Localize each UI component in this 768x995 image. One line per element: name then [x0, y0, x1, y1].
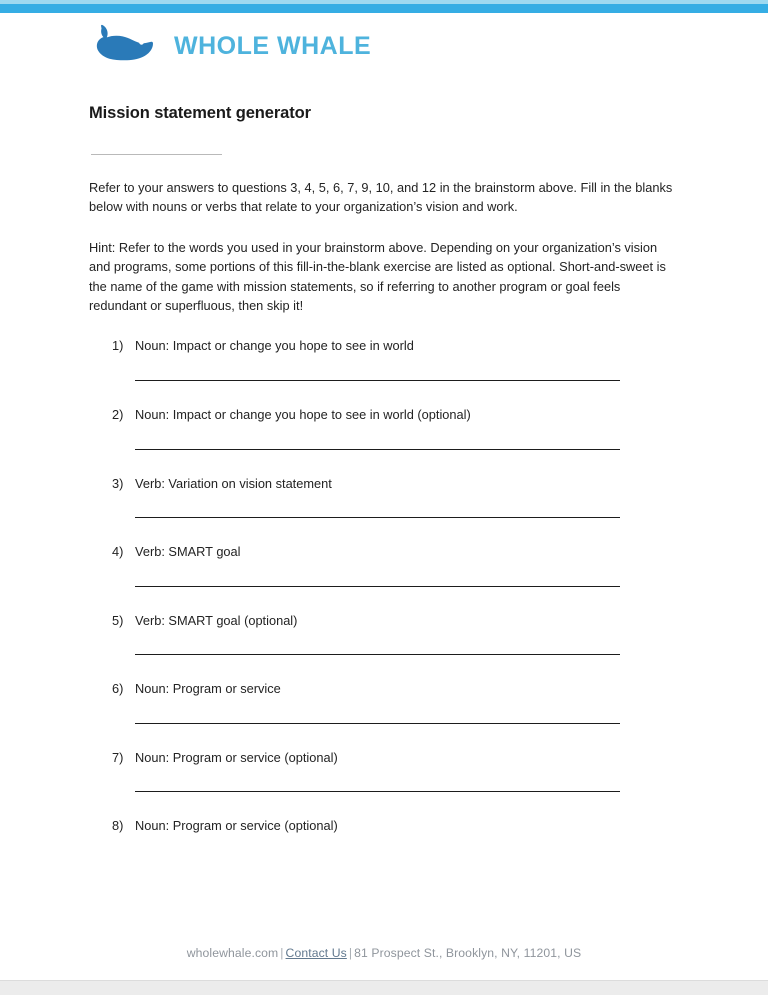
- fill-in-the-blank-list: [89, 337, 679, 835]
- footer-site: wholewhale.com: [186, 946, 279, 960]
- list-item-label: Verb: Variation on vision statement: [135, 475, 332, 491]
- list-item-number: 8): [112, 818, 124, 834]
- document-body: [89, 104, 679, 836]
- list-item-label: Noun: Program or service: [135, 681, 281, 697]
- list-item-number: 4): [112, 544, 124, 560]
- list-item: [89, 817, 679, 836]
- bottom-page-band: [0, 980, 768, 995]
- page-footer: [0, 946, 768, 960]
- footer-address: 81 Prospect St., Brooklyn, NY, 11201, US: [354, 946, 582, 960]
- list-item-number: 7): [112, 749, 124, 765]
- contact-us-link[interactable]: Contact Us: [285, 946, 347, 960]
- list-item-label: Noun: Program or service (optional): [135, 749, 338, 765]
- whale-icon: [88, 22, 160, 70]
- hint-paragraph: Hint: Refer to the words you used in your brainstorm above. Depending on your organization’s vision and programs, some portions of this fill-in-the-blank exercise are listed as optional. Short-and-sweet is the name of the game with mission statements, so if referring to another program or goal feels redundant or superfluous, then skip it!: [89, 239, 666, 313]
- list-item: [89, 680, 679, 699]
- blank-write-in-line[interactable]: [135, 449, 620, 450]
- list-item-label: Noun: Impact or change you hope to see in world: [135, 338, 414, 354]
- top-accent-bar: [0, 4, 768, 13]
- list-item: [89, 543, 679, 562]
- list-item-number: 6): [112, 681, 124, 697]
- blank-write-in-line[interactable]: [135, 380, 620, 381]
- list-item-label: Noun: Program or service (optional): [135, 818, 338, 834]
- list-item: [89, 475, 679, 494]
- footer-separator: |: [348, 946, 353, 960]
- list-item-number: 2): [112, 406, 124, 422]
- blank-write-in-line[interactable]: [135, 654, 620, 655]
- list-item-number: 1): [112, 338, 124, 354]
- blank-write-in-line[interactable]: [135, 517, 620, 518]
- footer-separator: |: [280, 946, 284, 960]
- list-item-label: Verb: SMART goal: [135, 544, 241, 560]
- list-item: [89, 337, 679, 356]
- list-item: [89, 749, 679, 768]
- brand-logo: [88, 22, 371, 70]
- intro-paragraph: Refer to your answers to questions 3, 4, 5, 6, 7, 9, 10, and 12 in the brainstorm above. Fill in the blanks below with nouns or verbs that relate to your organization’s vision and work.: [89, 179, 673, 215]
- list-item-number: 5): [112, 612, 124, 628]
- blank-write-in-line[interactable]: [135, 723, 620, 724]
- page-title: Mission statement generator: [89, 104, 311, 122]
- blank-write-in-line[interactable]: [135, 791, 620, 792]
- list-item: [89, 612, 679, 631]
- list-item: [89, 406, 679, 425]
- title-divider: [91, 154, 222, 155]
- list-item-number: 3): [112, 475, 124, 491]
- brand-wordmark: WHOLE WHALE: [174, 31, 372, 60]
- list-item-label: Noun: Impact or change you hope to see in world (optional): [135, 406, 471, 422]
- list-item-label: Verb: SMART goal (optional): [135, 612, 298, 628]
- blank-write-in-line[interactable]: [135, 586, 620, 587]
